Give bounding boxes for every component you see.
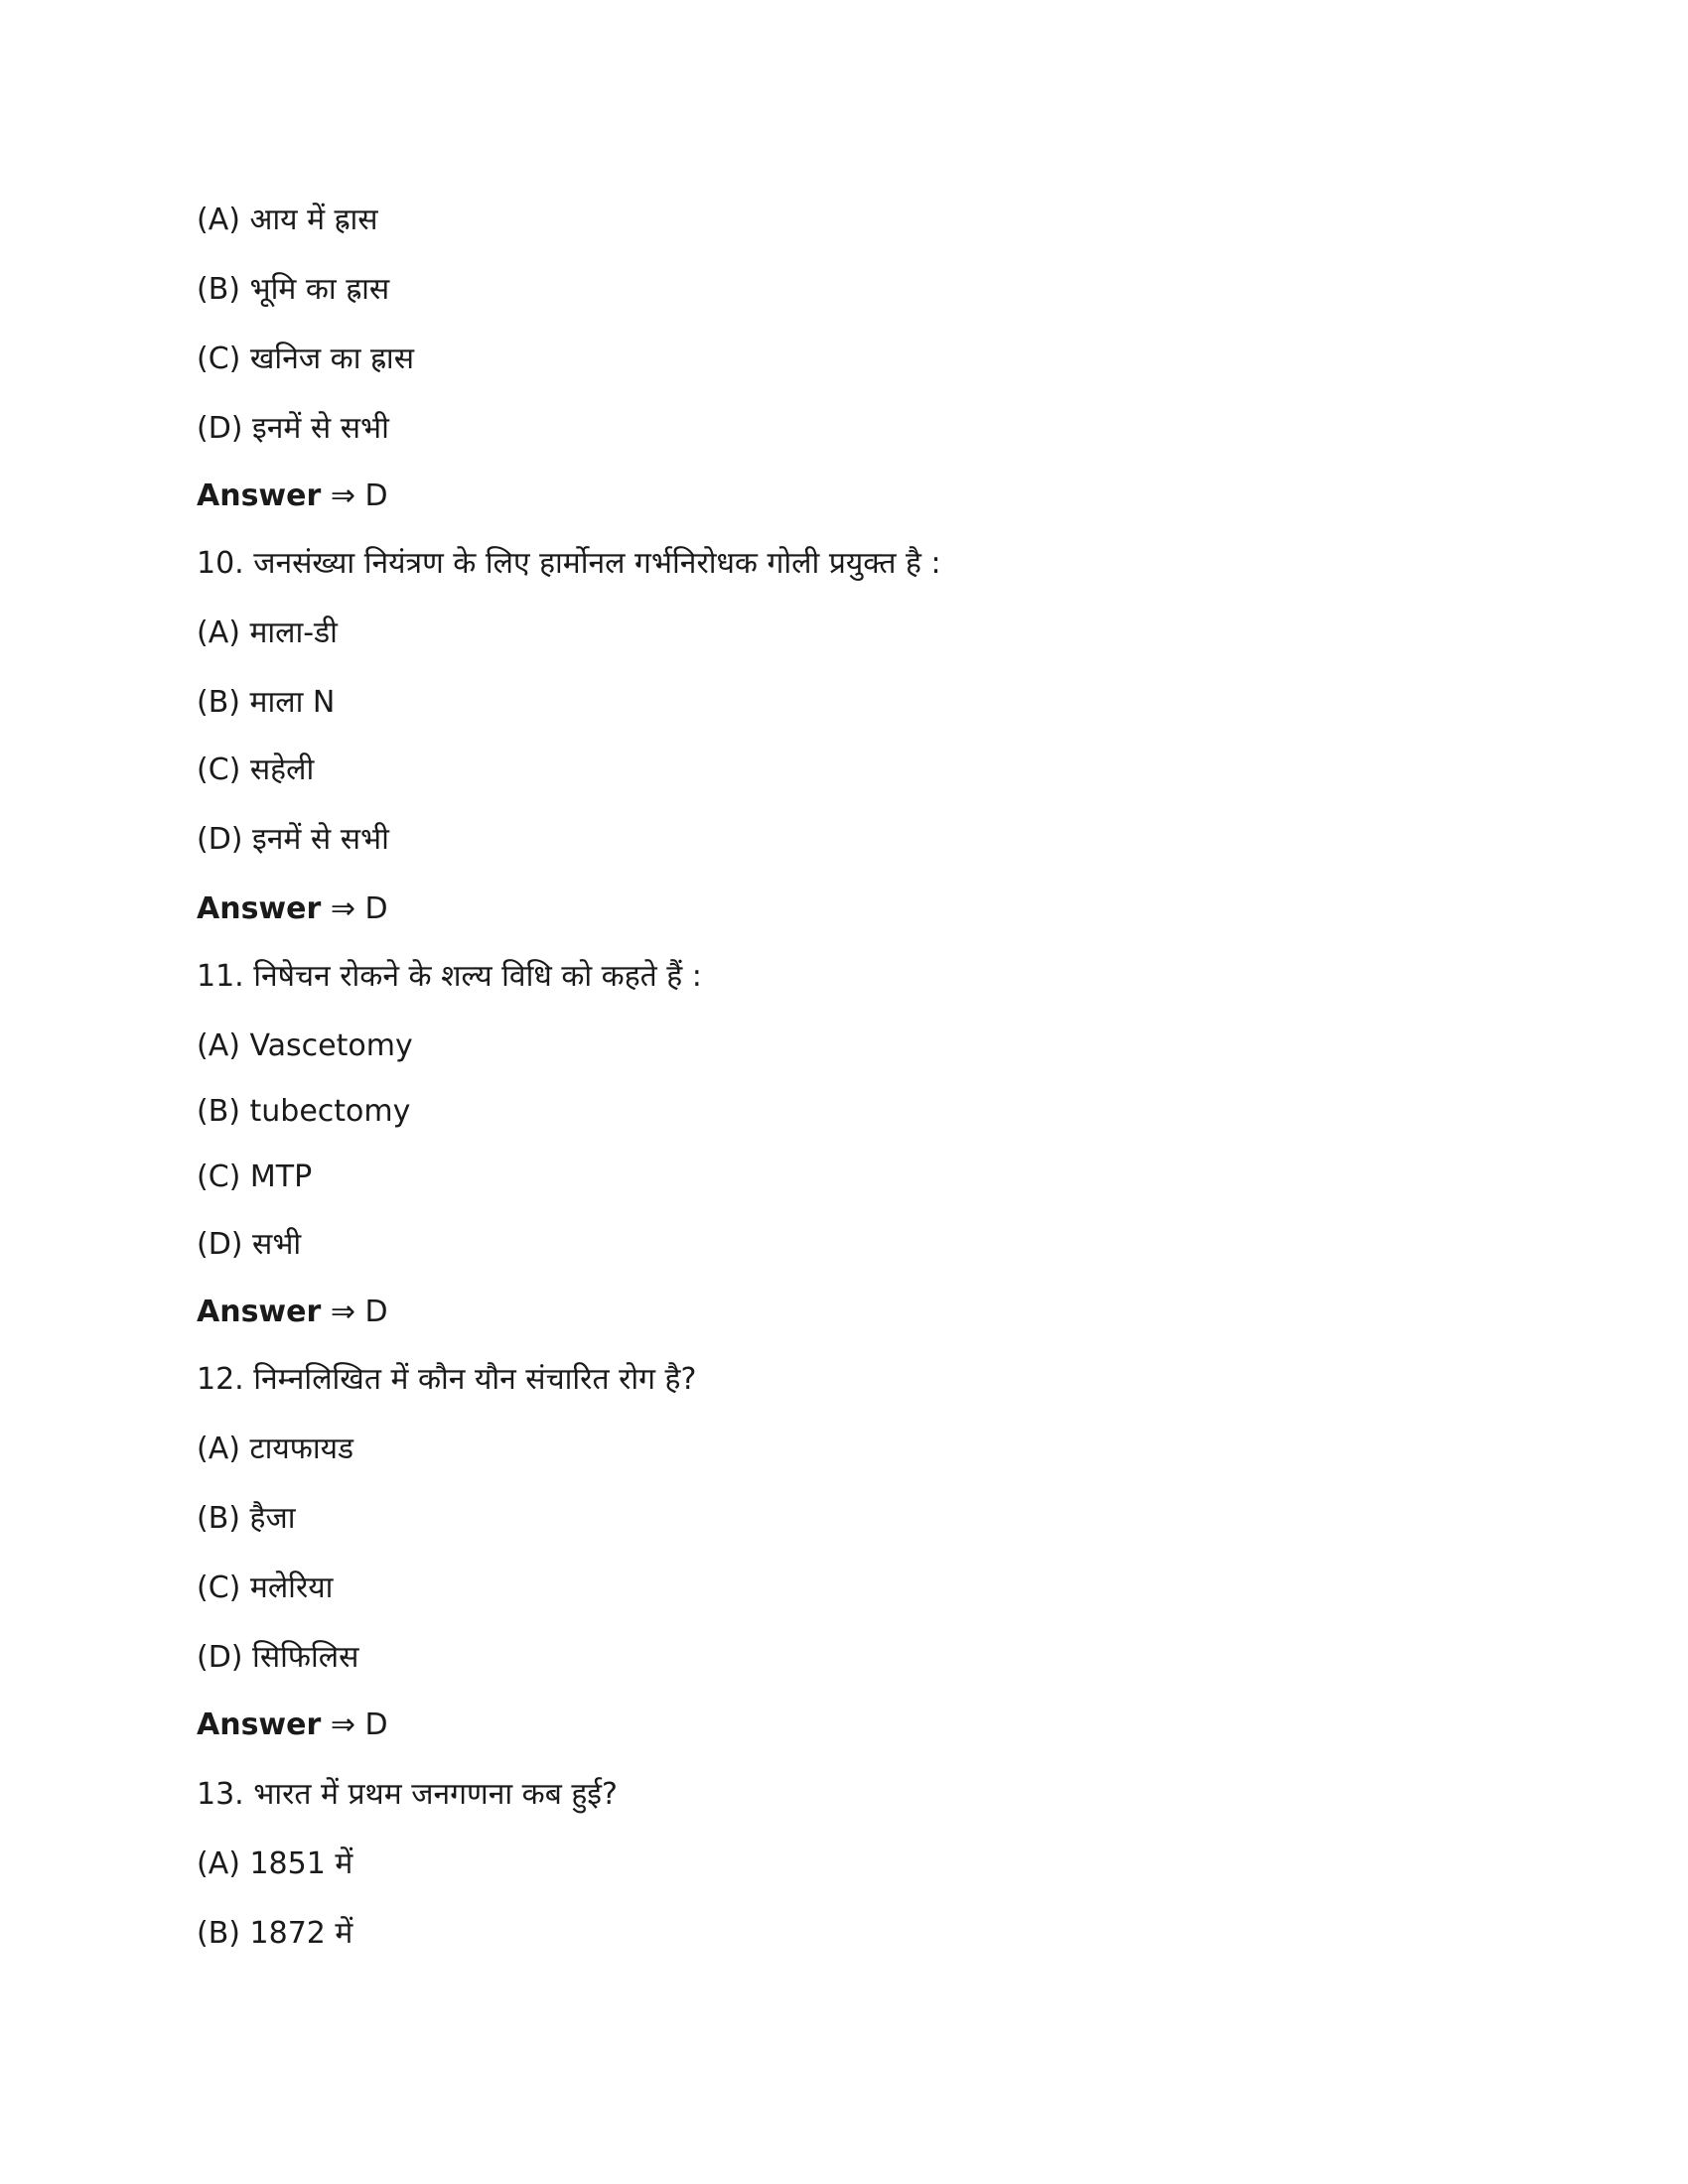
option-line: (B) tubectomy	[197, 1094, 411, 1129]
question-text: 11. निषेचन रोकने के शल्य विधि को कहते हैं :	[197, 959, 702, 994]
question-text: 10. जनसंख्या नियंत्रण के लिए हार्मोनल गर्भनिरोधक गोली प्रयुक्त है :	[197, 546, 941, 581]
answer-arrow: ⇒	[330, 1295, 355, 1329]
option-line: (B) हैजा	[197, 1501, 296, 1536]
answer-label: Answer	[197, 1707, 322, 1742]
option-line: (C) मलेरिया	[197, 1570, 334, 1605]
option-line: (A) टायफायड	[197, 1432, 354, 1466]
option-line: (B) 1872 में	[197, 1916, 353, 1951]
option-line: (C) MTP	[197, 1160, 313, 1194]
answer-value: D	[364, 1707, 388, 1742]
answer-value: D	[364, 1295, 388, 1329]
answer-value: D	[364, 478, 388, 513]
option-line: (B) भूमि का ह्रास	[197, 272, 390, 307]
option-line: (B) माला N	[197, 685, 336, 720]
answer-label: Answer	[197, 891, 322, 926]
answer-arrow: ⇒	[330, 891, 355, 926]
answer-label: Answer	[197, 478, 322, 513]
answer-arrow: ⇒	[330, 478, 355, 513]
answer-arrow: ⇒	[330, 1707, 355, 1742]
answer-line	[197, 1293, 388, 1332]
option-line: (D) इनमें से सभी	[197, 411, 389, 446]
option-line: (D) सिफिलिस	[197, 1640, 359, 1675]
answer-line	[197, 1706, 388, 1745]
option-line: (A) माला-डी	[197, 615, 338, 650]
option-line: (C) खनिज का ह्रास	[197, 341, 414, 376]
question-text: 12. निम्नलिखित में कौन यौन संचारित रोग है?	[197, 1362, 697, 1397]
answer-value: D	[364, 891, 388, 926]
option-line: (A) Vascetomy	[197, 1028, 413, 1063]
option-line: (C) सहेली	[197, 752, 315, 787]
option-line: (D) इनमें से सभी	[197, 822, 389, 857]
question-text: 13. भारत में प्रथम जनगणना कब हुई?	[197, 1777, 618, 1812]
answer-line	[197, 477, 388, 516]
option-line: (A) आय में ह्रास	[197, 203, 378, 237]
answer-label: Answer	[197, 1295, 322, 1329]
answer-line	[197, 889, 388, 929]
option-line: (A) 1851 में	[197, 1846, 353, 1881]
option-line: (D) सभी	[197, 1227, 302, 1262]
